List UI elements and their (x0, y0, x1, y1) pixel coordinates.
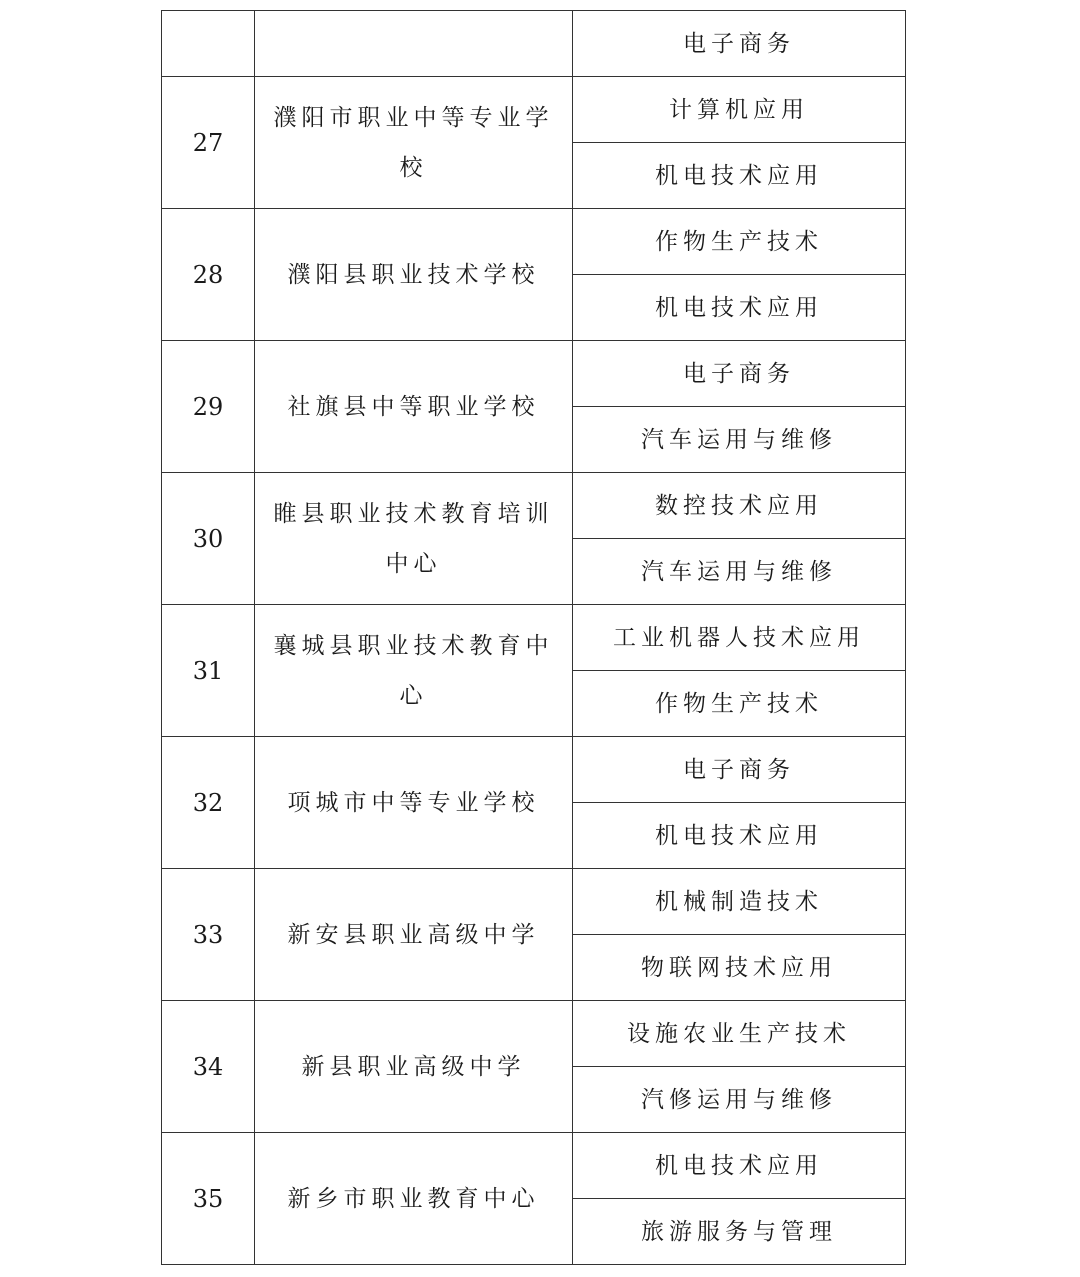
table-row (162, 473, 906, 539)
school-name: 睢县职业技术教育培训中心 (255, 473, 573, 605)
table-row (162, 1133, 906, 1199)
table-row (162, 341, 906, 407)
major-name: 旅游服务与管理 (573, 1199, 906, 1265)
major-name: 电子商务 (573, 341, 906, 407)
table-row (162, 869, 906, 935)
major-name: 数控技术应用 (573, 473, 906, 539)
row-number: 29 (162, 341, 255, 473)
row-number: 35 (162, 1133, 255, 1265)
major-name: 汽修运用与维修 (573, 1067, 906, 1133)
major-name: 机电技术应用 (573, 1133, 906, 1199)
major-name: 机电技术应用 (573, 143, 906, 209)
row-number: 33 (162, 869, 255, 1001)
row-number: 30 (162, 473, 255, 605)
major-name: 汽车运用与维修 (573, 539, 906, 605)
major-name: 计算机应用 (573, 77, 906, 143)
table-row (162, 737, 906, 803)
row-number (162, 11, 255, 77)
major-name: 汽车运用与维修 (573, 407, 906, 473)
table-row (162, 1001, 906, 1067)
major-name: 机械制造技术 (573, 869, 906, 935)
school-name: 社旗县中等职业学校 (255, 341, 573, 473)
major-name: 工业机器人技术应用 (573, 605, 906, 671)
table-row (162, 77, 906, 143)
table-row (162, 209, 906, 275)
major-name: 作物生产技术 (573, 209, 906, 275)
major-name: 设施农业生产技术 (573, 1001, 906, 1067)
row-number: 32 (162, 737, 255, 869)
school-name: 新安县职业高级中学 (255, 869, 573, 1001)
school-name (255, 11, 573, 77)
major-name: 电子商务 (573, 737, 906, 803)
major-name: 机电技术应用 (573, 275, 906, 341)
row-number: 34 (162, 1001, 255, 1133)
school-major-table (161, 10, 906, 1265)
row-number: 27 (162, 77, 255, 209)
school-name: 项城市中等专业学校 (255, 737, 573, 869)
major-name: 电子商务 (573, 11, 906, 77)
table-row (162, 11, 906, 77)
table-row (162, 605, 906, 671)
school-name: 濮阳县职业技术学校 (255, 209, 573, 341)
row-number: 31 (162, 605, 255, 737)
school-name: 襄城县职业技术教育中心 (255, 605, 573, 737)
major-name: 机电技术应用 (573, 803, 906, 869)
school-name: 濮阳市职业中等专业学校 (255, 77, 573, 209)
major-name: 作物生产技术 (573, 671, 906, 737)
row-number: 28 (162, 209, 255, 341)
school-name: 新乡市职业教育中心 (255, 1133, 573, 1265)
major-name: 物联网技术应用 (573, 935, 906, 1001)
school-name: 新县职业高级中学 (255, 1001, 573, 1133)
